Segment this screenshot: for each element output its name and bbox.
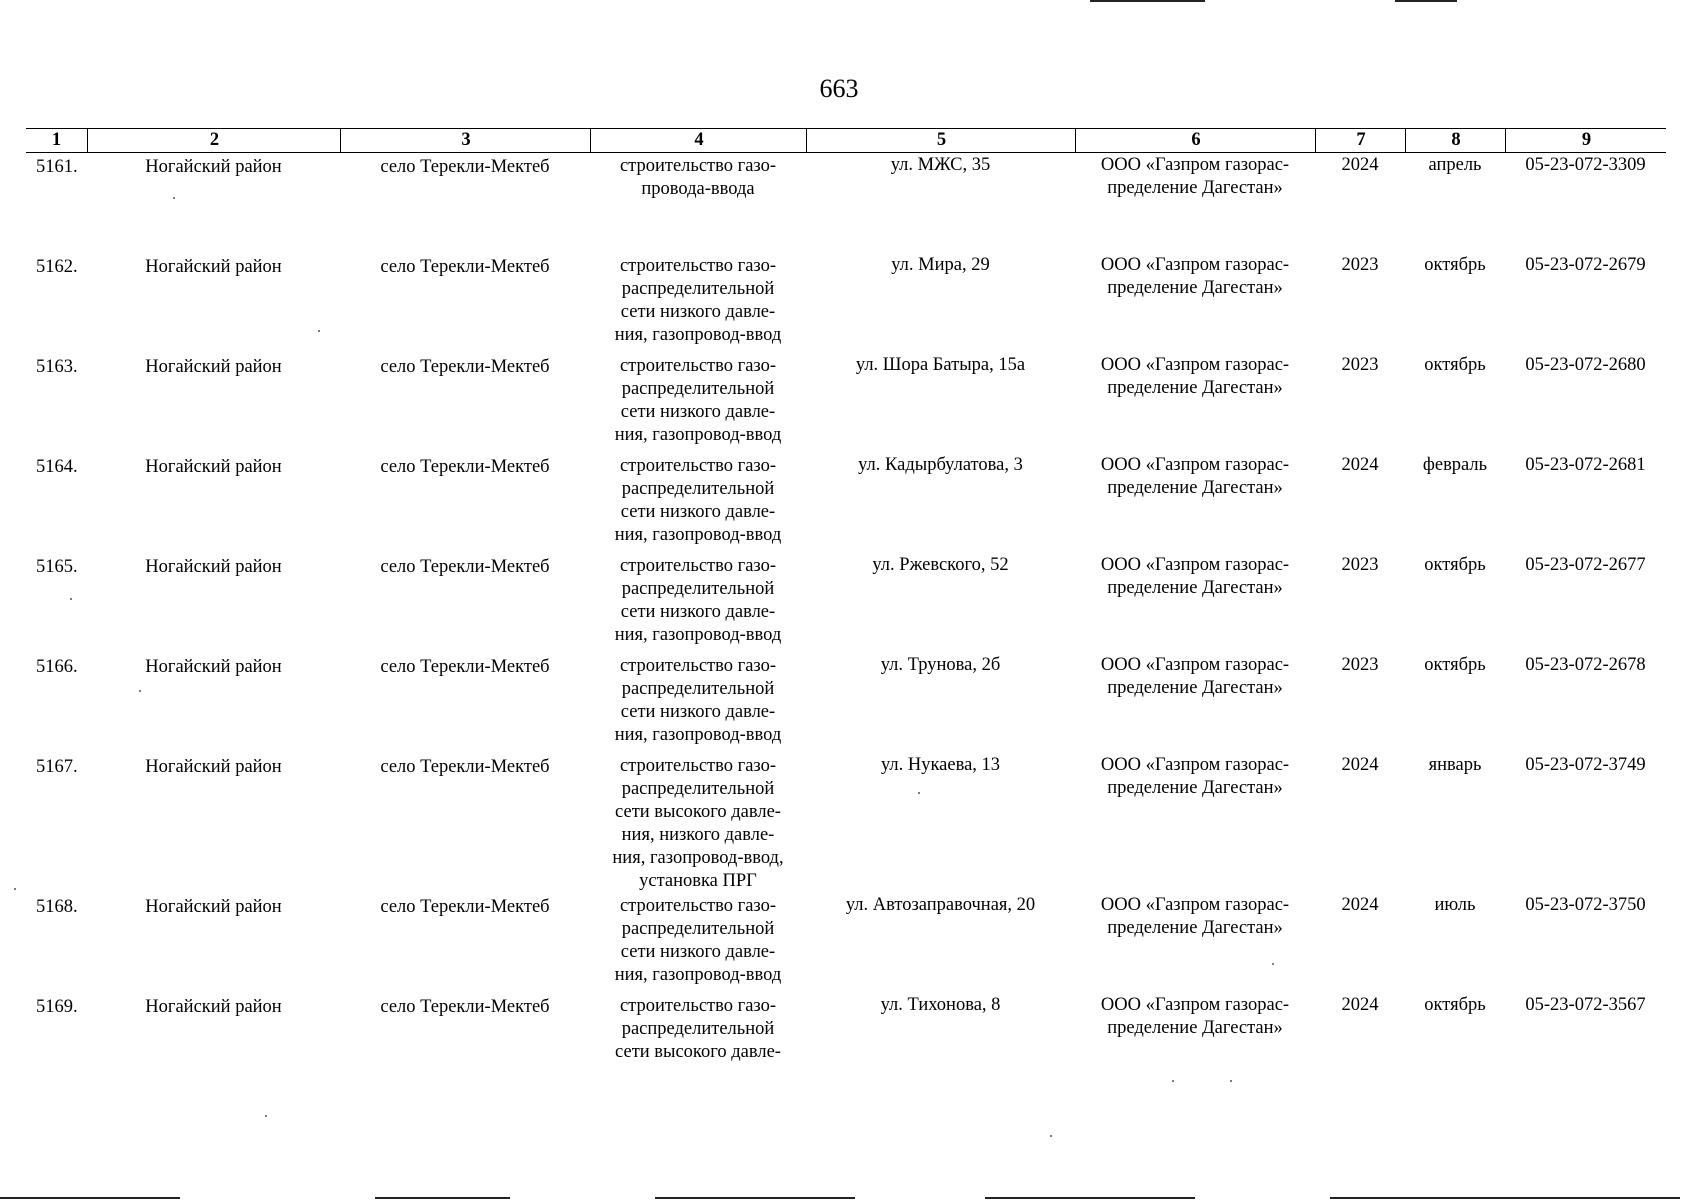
cell-work-type: строительство газо- распределительной сети высокого давле- [615,996,781,1062]
scan-edge-mark [1330,1197,1680,1199]
column-header-4: 4 [590,129,807,152]
page-number: 663 [819,74,859,103]
scan-speck [1230,1080,1232,1082]
cell-code: 05-23-072-2681 [1525,455,1646,475]
cell-month: октябрь [1424,995,1486,1015]
cell-number: 5168. [36,897,78,917]
cell-code: 05-23-072-2680 [1525,355,1646,375]
cell-district: Ногайский район [145,157,282,177]
cell-code: 05-23-072-2677 [1525,555,1646,575]
cell-year: 2023 [1341,655,1379,675]
cell-work-type: строительство газо- распределительной сети низкого давле- ния, газопровод-ввод [614,556,782,645]
table-header-rule [26,152,1666,153]
cell-address: ул. Нукаева, 13 [880,755,1001,775]
scan-speck [139,690,141,692]
cell-year: 2024 [1341,155,1379,175]
scan-speck [173,197,175,199]
cell-number: 5166. [36,657,78,677]
scan-edge-mark [1395,0,1457,2]
cell-settlement: село Терекли-Мектеб [380,897,550,917]
scan-speck [14,888,16,890]
cell-address: ул. Мира, 29 [891,255,990,275]
cell-month: октябрь [1424,555,1486,575]
cell-year: 2024 [1341,895,1379,915]
cell-district: Ногайский район [145,357,282,377]
scan-speck [918,792,920,794]
cell-month: апрель [1428,155,1482,175]
cell-settlement: село Терекли-Мектеб [380,457,550,477]
cell-settlement: село Терекли-Мектеб [380,357,550,377]
column-header-5: 5 [806,129,1076,152]
cell-work-type: строительство газо- провода-ввода [619,156,777,199]
cell-organization: ООО «Газпром газорас- пределение Дагестан» [1100,555,1290,598]
cell-district: Ногайский район [145,657,282,677]
cell-address: ул. Автозаправочная, 20 [845,895,1036,915]
cell-settlement: село Терекли-Мектеб [380,557,550,577]
cell-settlement: село Терекли-Мектеб [380,997,550,1017]
column-header-9: 9 [1505,129,1667,152]
column-header-2: 2 [87,129,341,152]
cell-organization: ООО «Газпром газорас- пределение Дагестан» [1100,355,1290,398]
cell-settlement: село Терекли-Мектеб [380,757,550,777]
cell-year: 2024 [1341,755,1379,775]
cell-number: 5163. [36,357,78,377]
cell-district: Ногайский район [145,257,282,277]
column-header-8: 8 [1405,129,1506,152]
scan-speck [1172,1080,1174,1082]
scan-edge-mark [0,1197,180,1199]
scan-edge-mark [985,1197,1195,1199]
cell-address: ул. Тихонова, 8 [880,995,1001,1015]
cell-number: 5161. [36,157,78,177]
cell-work-type: строительство газо- распределительной сети низкого давле- ния, газопровод-ввод [614,256,782,345]
cell-organization: ООО «Газпром газорас- пределение Дагестан» [1100,755,1290,798]
cell-work-type: строительство газо- распределительной сети низкого давле- ния, газопровод-ввод [614,456,782,545]
cell-month: июль [1434,895,1476,915]
scan-speck [265,1115,267,1117]
cell-code: 05-23-072-3749 [1525,755,1646,775]
cell-year: 2023 [1341,255,1379,275]
cell-work-type: строительство газо- распределительной сети низкого давле- ния, газопровод-ввод [614,896,782,985]
cell-address: ул. Ржевского, 52 [872,555,1009,575]
cell-code: 05-23-072-2678 [1525,655,1646,675]
column-header-7: 7 [1315,129,1406,152]
cell-year: 2023 [1341,355,1379,375]
cell-number: 5165. [36,557,78,577]
column-header-1: 1 [51,130,62,150]
cell-district: Ногайский район [145,897,282,917]
cell-organization: ООО «Газпром газорас- пределение Дагестан» [1100,895,1290,938]
cell-address: ул. Шора Батыра, 15а [855,355,1026,375]
column-header-6: 6 [1075,129,1316,152]
cell-district: Ногайский район [145,457,282,477]
cell-work-type: строительство газо- распределительной сети низкого давле- ния, газопровод-ввод [614,656,782,745]
cell-number: 5162. [36,257,78,277]
cell-settlement: село Терекли-Мектеб [380,257,550,277]
scan-speck [1050,1135,1052,1137]
cell-month: октябрь [1424,655,1486,675]
cell-organization: ООО «Газпром газорас- пределение Дагестан» [1100,255,1290,298]
cell-number: 5167. [36,757,78,777]
cell-settlement: село Терекли-Мектеб [380,657,550,677]
cell-code: 05-23-072-3567 [1525,995,1646,1015]
cell-organization: ООО «Газпром газорас- пределение Дагестан» [1100,155,1290,198]
cell-address: ул. Кадырбулатова, 3 [858,455,1023,475]
cell-organization: ООО «Газпром газорас- пределение Дагестан» [1100,995,1290,1038]
scan-speck [70,598,72,600]
cell-month: октябрь [1424,355,1486,375]
cell-work-type: строительство газо- распределительной сети низкого давле- ния, газопровод-ввод [614,356,782,445]
cell-month: январь [1428,755,1482,775]
cell-address: ул. Трунова, 2б [880,655,1001,675]
cell-number: 5169. [36,997,78,1017]
cell-year: 2024 [1341,455,1379,475]
cell-month: февраль [1422,455,1488,475]
cell-year: 2023 [1341,555,1379,575]
scan-edge-mark [375,1197,510,1199]
cell-work-type: строительство газо- распределительной сети высокого давле- ния, низкого давле- ния, газопровод-ввод, установка ПРГ [612,756,784,891]
scan-speck [1272,963,1274,965]
scan-edge-mark [655,1197,855,1199]
cell-organization: ООО «Газпром газорас- пределение Дагестан» [1100,655,1290,698]
cell-code: 05-23-072-3750 [1525,895,1646,915]
scan-speck [318,330,320,332]
cell-address: ул. МЖС, 35 [890,155,991,175]
cell-year: 2024 [1341,995,1379,1015]
cell-district: Ногайский район [145,557,282,577]
cell-number: 5164. [36,457,78,477]
cell-district: Ногайский район [145,757,282,777]
scan-edge-mark [1090,0,1205,2]
cell-organization: ООО «Газпром газорас- пределение Дагестан» [1100,455,1290,498]
column-header-3: 3 [340,129,591,152]
cell-code: 05-23-072-2679 [1525,255,1646,275]
cell-month: октябрь [1424,255,1486,275]
cell-settlement: село Терекли-Мектеб [380,157,550,177]
cell-code: 05-23-072-3309 [1525,155,1646,175]
cell-district: Ногайский район [145,997,282,1017]
